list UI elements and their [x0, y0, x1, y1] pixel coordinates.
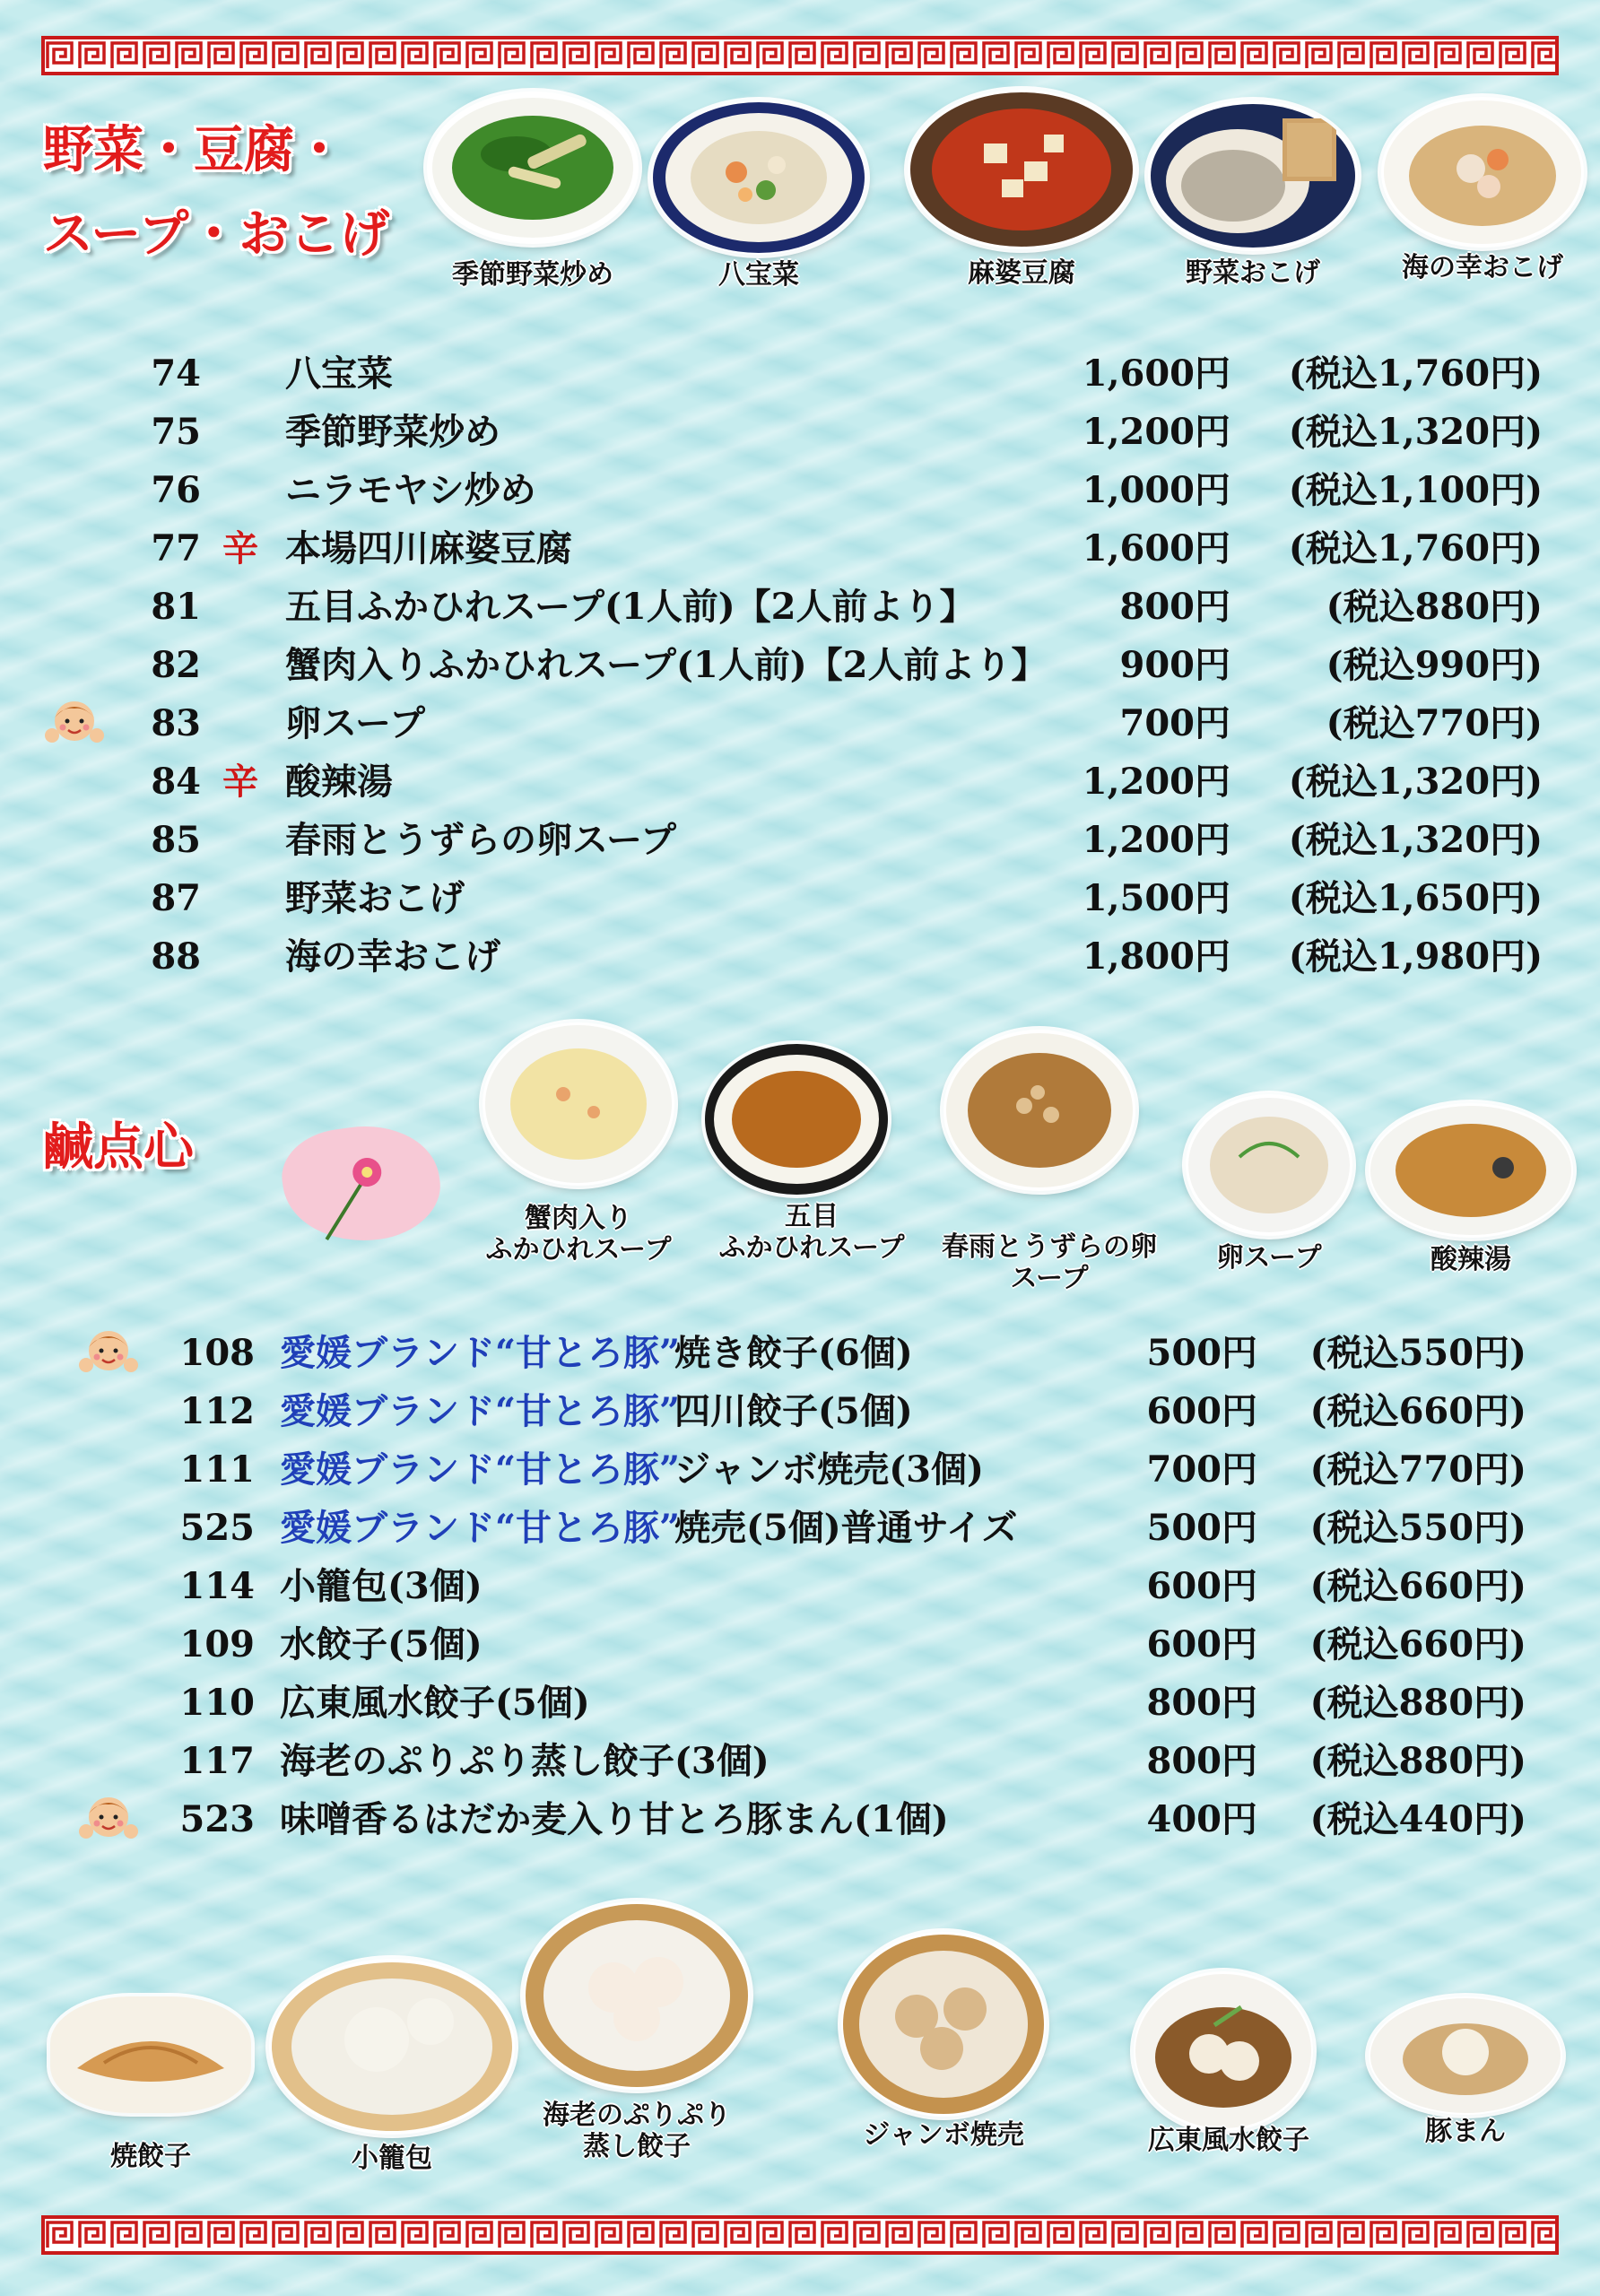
item-name: ニラモヤシ炒め — [285, 469, 536, 511]
item-number: 84 — [151, 761, 201, 803]
item-tax-price: (税込1,320円) — [1288, 411, 1543, 453]
gyoza-photo — [50, 1996, 251, 2113]
item-number: 83 — [151, 702, 201, 744]
item-number: 88 — [151, 935, 201, 978]
menu-row — [0, 1615, 1600, 1674]
photo-caption: 季節野菜炒め — [452, 259, 613, 291]
item-number: 110 — [179, 1682, 255, 1724]
cantonese-dumpling-photo — [1134, 1971, 1313, 2131]
item-name: 蟹肉入りふかひれスープ(1人前)【2人前より】 — [285, 644, 1048, 686]
menu-row — [0, 519, 1600, 578]
menu-row — [0, 752, 1600, 811]
photo-caption: 蟹肉入り ふかひれスープ — [485, 1203, 672, 1265]
item-tax-price: (税込1,760円) — [1288, 352, 1543, 395]
flower-icon — [276, 1117, 447, 1252]
item-name: 本場四川麻婆豆腐 — [285, 527, 572, 570]
item-tax-price: (税込990円) — [1326, 644, 1543, 686]
photo-caption: 小籠包 — [352, 2143, 432, 2174]
item-price: 1,600円 — [1082, 527, 1230, 570]
item-price: 1,800円 — [1082, 935, 1230, 978]
menu-row — [0, 1440, 1600, 1499]
menu-list-vegetables-soup — [0, 344, 1600, 986]
bottom-fret-border — [41, 2215, 1559, 2255]
item-number: 109 — [179, 1623, 255, 1665]
item-tax-price: (税込660円) — [1309, 1565, 1526, 1607]
menu-row — [0, 927, 1600, 986]
item-name: 焼売(5個)普通サイズ — [674, 1507, 1018, 1549]
photo-caption: 五目 ふかひれスープ — [718, 1201, 905, 1264]
photo-caption: 広東風水餃子 — [1148, 2125, 1309, 2156]
menu-row — [0, 1499, 1600, 1557]
menu-row — [0, 578, 1600, 636]
item-tax-price: (税込1,650円) — [1288, 877, 1543, 919]
menu-row — [0, 1732, 1600, 1790]
item-price: 1,600円 — [1082, 352, 1230, 395]
photo-caption: 海老のぷりぷり 蒸し餃子 — [543, 2100, 731, 2162]
item-name: 五目ふかひれスープ(1人前)【2人前より】 — [285, 586, 976, 628]
item-price: 1,200円 — [1082, 761, 1230, 803]
photo-caption: 卵スープ — [1216, 1242, 1322, 1274]
photo-caption: 焼餃子 — [110, 2141, 191, 2172]
egg-soup-photo — [1186, 1094, 1352, 1236]
item-name: 八宝菜 — [285, 352, 393, 395]
photo-caption: 豚まん — [1425, 2116, 1506, 2147]
decorative-flower-card — [276, 1117, 447, 1252]
brand-label: 愛媛ブランド“甘とろ豚” — [280, 1507, 681, 1549]
item-name: 海の幸おこげ — [285, 935, 500, 978]
seafood-okoge-photo — [1381, 97, 1584, 248]
item-tax-price: (税込440円) — [1309, 1798, 1526, 1840]
item-tax-price: (税込770円) — [1309, 1448, 1526, 1491]
top-fret-border — [41, 36, 1559, 75]
recommended-face-icon — [77, 1790, 140, 1846]
item-tax-price: (税込550円) — [1309, 1332, 1526, 1374]
item-name: 広東風水餃子(5個) — [280, 1682, 590, 1724]
item-number: 108 — [179, 1332, 255, 1374]
xiaolongbao-photo — [269, 1959, 515, 2135]
shrimp-dumpling-photo — [524, 1901, 750, 2090]
item-number: 525 — [179, 1507, 255, 1549]
section-title-vegetables-tofu: 野菜・豆腐・ — [43, 121, 344, 179]
item-name: 焼き餃子(6個) — [674, 1332, 913, 1374]
item-price: 1,000円 — [1082, 469, 1230, 511]
item-price: 600円 — [1146, 1623, 1257, 1665]
item-tax-price: (税込880円) — [1309, 1740, 1526, 1782]
item-price: 800円 — [1146, 1682, 1257, 1724]
item-tax-price: (税込660円) — [1309, 1623, 1526, 1665]
menu-row — [0, 1674, 1600, 1732]
menu-row — [0, 1790, 1600, 1848]
item-number: 77 — [151, 527, 201, 570]
item-number: 87 — [151, 877, 201, 919]
item-name: 野菜おこげ — [285, 877, 465, 919]
item-price: 600円 — [1146, 1390, 1257, 1432]
crab-shark-fin-soup-photo — [483, 1022, 674, 1186]
item-name: 味噌香るはだか麦入り甘とろ豚まん(1個) — [280, 1798, 949, 1840]
item-name: 水餃子(5個) — [280, 1623, 483, 1665]
menu-row — [0, 1557, 1600, 1615]
item-name: 海老のぷりぷり蒸し餃子(3個) — [280, 1740, 770, 1782]
menu-row — [0, 811, 1600, 869]
brand-label: 愛媛ブランド“甘とろ豚” — [280, 1448, 681, 1491]
brand-label: 愛媛ブランド“甘とろ豚” — [280, 1390, 681, 1432]
item-number: 81 — [151, 586, 201, 628]
item-tax-price: (税込1,760円) — [1288, 527, 1543, 570]
item-number: 112 — [179, 1390, 255, 1432]
item-price: 900円 — [1119, 644, 1230, 686]
menu-row — [0, 694, 1600, 752]
photo-caption: 海の幸おこげ — [1402, 252, 1563, 283]
item-price: 800円 — [1146, 1740, 1257, 1782]
menu-list-dim-sum — [0, 1324, 1600, 1848]
item-price: 800円 — [1119, 586, 1230, 628]
harusame-quail-egg-soup-photo — [943, 1030, 1135, 1191]
photo-caption: 八宝菜 — [718, 259, 799, 291]
item-name: ジャンボ焼売(3個) — [674, 1448, 984, 1491]
menu-row — [0, 403, 1600, 461]
item-number: 85 — [151, 819, 201, 861]
item-price: 1,200円 — [1082, 819, 1230, 861]
item-tax-price: (税込1,320円) — [1288, 819, 1543, 861]
item-number: 76 — [151, 469, 201, 511]
item-number: 74 — [151, 352, 201, 395]
item-price: 1,200円 — [1082, 411, 1230, 453]
item-number: 111 — [179, 1448, 255, 1491]
menu-row — [0, 869, 1600, 927]
menu-row — [0, 461, 1600, 519]
spicy-mark: 辛 — [222, 761, 258, 803]
item-price: 500円 — [1146, 1507, 1257, 1549]
item-tax-price: (税込880円) — [1309, 1682, 1526, 1724]
item-name: 四川餃子(5個) — [674, 1390, 913, 1432]
item-price: 700円 — [1119, 702, 1230, 744]
item-number: 523 — [179, 1798, 255, 1840]
item-price: 1,500円 — [1082, 877, 1230, 919]
section-title-soup-okoge: スープ・おこげ — [43, 205, 390, 264]
mapo-tofu-photo — [908, 90, 1135, 249]
stir-fried-vegetables-photo — [427, 91, 639, 244]
item-number: 114 — [179, 1565, 255, 1607]
menu-row — [0, 344, 1600, 403]
menu-row — [0, 1382, 1600, 1440]
brand-label: 愛媛ブランド“甘とろ豚” — [280, 1332, 681, 1374]
happosai-photo — [651, 100, 866, 255]
item-price: 600円 — [1146, 1565, 1257, 1607]
item-tax-price: (税込550円) — [1309, 1507, 1526, 1549]
item-price: 500円 — [1146, 1332, 1257, 1374]
item-name: 季節野菜炒め — [285, 411, 500, 453]
item-name: 卵スープ — [285, 702, 425, 744]
item-number: 75 — [151, 411, 201, 453]
photo-caption: 麻婆豆腐 — [968, 257, 1075, 289]
recommended-face-icon — [43, 694, 106, 750]
pork-bun-photo — [1369, 1996, 1562, 2115]
photo-caption: 野菜おこげ — [1186, 257, 1320, 289]
vegetable-okoge-photo — [1148, 100, 1358, 251]
item-price: 400円 — [1146, 1798, 1257, 1840]
item-number: 117 — [179, 1740, 255, 1782]
spicy-mark: 辛 — [222, 527, 258, 570]
item-tax-price: (税込1,980円) — [1288, 935, 1543, 978]
recommended-face-icon — [77, 1324, 140, 1379]
hot-sour-soup-photo — [1369, 1103, 1573, 1238]
photo-caption: 春雨とうずらの卵 スープ — [942, 1231, 1157, 1294]
item-price: 700円 — [1146, 1448, 1257, 1491]
item-number: 82 — [151, 644, 201, 686]
item-tax-price: (税込660円) — [1309, 1390, 1526, 1432]
item-name: 春雨とうずらの卵スープ — [285, 819, 676, 861]
item-name: 小籠包(3個) — [280, 1565, 483, 1607]
item-tax-price: (税込770円) — [1326, 702, 1543, 744]
item-tax-price: (税込1,100円) — [1288, 469, 1543, 511]
menu-row — [0, 1324, 1600, 1382]
item-tax-price: (税込1,320円) — [1288, 761, 1543, 803]
menu-row — [0, 636, 1600, 694]
item-tax-price: (税込880円) — [1326, 586, 1543, 628]
photo-caption: ジャンボ焼売 — [863, 2119, 1024, 2151]
photo-caption: 酸辣湯 — [1430, 1244, 1511, 1275]
item-name: 酸辣湯 — [285, 761, 393, 803]
section-title-dim-sum: 鹹点心 — [43, 1118, 194, 1177]
gomoku-shark-fin-soup-photo — [705, 1044, 888, 1195]
jumbo-shumai-photo — [841, 1932, 1046, 2117]
